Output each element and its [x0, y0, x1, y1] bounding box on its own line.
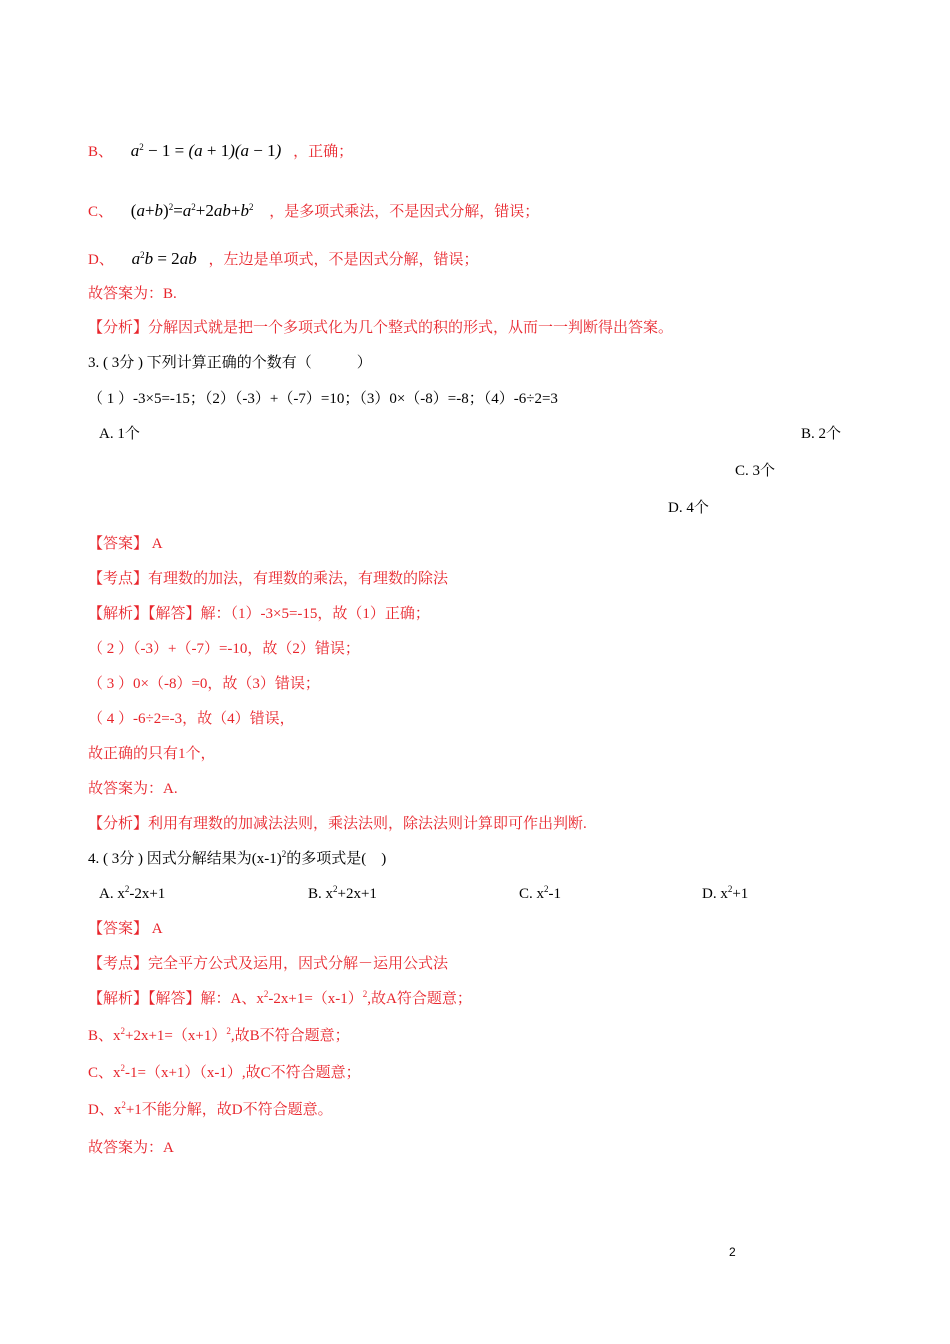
q4-step-b	[88, 1026, 350, 1046]
q4-jiexi	[88, 989, 472, 1009]
formula-b: $a^2 - 1 = (a + 1)(a - 1)$	[130, 141, 282, 160]
step-text: C、x	[88, 1065, 121, 1081]
jiexi-tag: 【解析】【解答】	[88, 606, 201, 622]
q3-option-c: C. 3个	[735, 463, 776, 479]
q3-step-2: （ 2 ）（-3）+（-7）=-10，故（2）错误；	[88, 641, 360, 657]
option-text: ，左边是单项式，不是因式分解，错误；	[208, 252, 479, 268]
q4-option-d	[702, 884, 748, 904]
q4-option-a	[99, 884, 165, 904]
q4-option-c	[519, 884, 561, 904]
option-text: -1	[548, 886, 562, 902]
option-text: +2x+1	[337, 886, 377, 902]
jiexi-tag: 【解析】【解答】	[88, 991, 201, 1007]
question-3-items: （ 1 ）-3×5=-15；（2）（-3）+（-7）=10；（3）0×（-8）=-8；（4）-6÷2=3	[88, 391, 558, 407]
kaodian-tag: 【考点】	[88, 571, 149, 587]
q4-step-d	[88, 1100, 333, 1120]
option-d-line	[88, 249, 478, 270]
jiexi-text: -2x+1=（x-1）	[268, 991, 363, 1007]
question-3-stem: 3. ( 3分 ) 下列计算正确的个数有（ ）	[88, 355, 372, 371]
analysis-tag: 【分析】	[88, 816, 149, 832]
option-text: B. x	[308, 886, 334, 902]
q3-step-4: （ 4 ）-6÷2=-3，故（4）错误，	[88, 711, 295, 727]
answer-value: A	[148, 536, 163, 552]
option-b-line	[88, 141, 353, 162]
question-4-stem	[88, 849, 386, 869]
step-text: ,故B不符合题意；	[230, 1028, 350, 1044]
answer-tag: 【答案】	[88, 536, 149, 552]
step-text: +2x+1=（x+1）	[125, 1028, 227, 1044]
q3-option-d: D. 4个	[668, 500, 709, 516]
step-sup: 2	[120, 1063, 126, 1073]
option-text: -2x+1	[129, 886, 166, 902]
option-text: D. x	[702, 886, 728, 902]
step-sup: 2	[121, 1100, 126, 1110]
analysis-line	[88, 318, 673, 338]
option-text: C. x	[519, 886, 545, 902]
q4-step-c	[88, 1063, 361, 1083]
option-label: B、	[88, 144, 114, 160]
option-label: D、	[88, 252, 114, 268]
option-text: ，正确；	[293, 144, 354, 160]
step-text: -1=（x+1）（x-1）,故C不符合题意；	[125, 1065, 361, 1081]
q4-final-answer: 故答案为：A	[88, 1140, 174, 1156]
option-sup: 2	[333, 884, 338, 894]
option-sup: 2	[544, 884, 549, 894]
q3-analysis	[88, 814, 587, 834]
option-text: +1	[732, 886, 749, 902]
answer-value: A	[148, 921, 163, 937]
option-sup: 2	[124, 884, 130, 894]
option-c-line	[88, 201, 539, 222]
q3-kaodian	[88, 569, 448, 589]
formula-d: $a^2b = 2ab$	[131, 249, 197, 268]
answer-tag: 【答案】	[88, 921, 149, 937]
stem-sup: 2	[281, 849, 287, 859]
analysis-tag: 【分析】	[88, 320, 149, 336]
step-sup: 2	[226, 1026, 231, 1036]
kaodian-text: 完全平方公式及运用，因式分解－运用公式法	[148, 956, 449, 972]
q4-option-b	[308, 884, 377, 904]
jiexi-text: ,故A符合题意；	[367, 991, 472, 1007]
answer-line: 故答案为：B.	[88, 286, 177, 302]
kaodian-tag: 【考点】	[88, 956, 149, 972]
jiexi-text: 解：（1）-3×5=-15，故（1）正确；	[200, 606, 430, 622]
option-label: C、	[88, 204, 114, 220]
q3-step-3: （ 3 ）0×（-8）=0，故（3）错误；	[88, 676, 320, 692]
stem-text: 4. ( 3分 ) 因式分解结果为(x-1)	[88, 851, 282, 867]
q3-answer	[88, 534, 163, 554]
step-sup: 2	[120, 1026, 126, 1036]
analysis-text: 利用有理数的加减法法则，乘法法则，除法法则计算即可作出判断.	[148, 816, 587, 832]
q4-answer	[88, 919, 163, 939]
step-text: +1不能分解，故D不符合题意。	[125, 1102, 333, 1118]
stem-text: 的多项式是( )	[286, 851, 387, 867]
jiexi-sup: 2	[362, 989, 368, 999]
option-text: A. x	[99, 886, 125, 902]
jiexi-text: 解：A、x	[200, 991, 264, 1007]
analysis-text: 分解因式就是把一个多项式化为几个整式的积的形式，从而一一判断得出答案。	[148, 320, 674, 336]
q3-jiexi	[88, 604, 430, 624]
page-number: 2	[729, 1245, 736, 1259]
q3-option-a: A. 1个	[99, 426, 140, 442]
option-sup: 2	[727, 884, 733, 894]
q3-conclusion: 故正确的只有1个，	[88, 746, 216, 762]
jiexi-sup: 2	[263, 989, 269, 999]
step-text: D、x	[88, 1102, 122, 1118]
q3-option-b: B. 2个	[801, 426, 842, 442]
q4-kaodian	[88, 954, 448, 974]
option-text: ，是多项式乘法，不是因式分解，错误；	[269, 204, 540, 220]
q3-final-answer: 故答案为：A.	[88, 781, 178, 797]
step-text: B、x	[88, 1028, 121, 1044]
kaodian-text: 有理数的加法，有理数的乘法，有理数的除法	[148, 571, 449, 587]
formula-c: $(a+b)^2=a^2+2ab+b^2$	[130, 201, 254, 220]
